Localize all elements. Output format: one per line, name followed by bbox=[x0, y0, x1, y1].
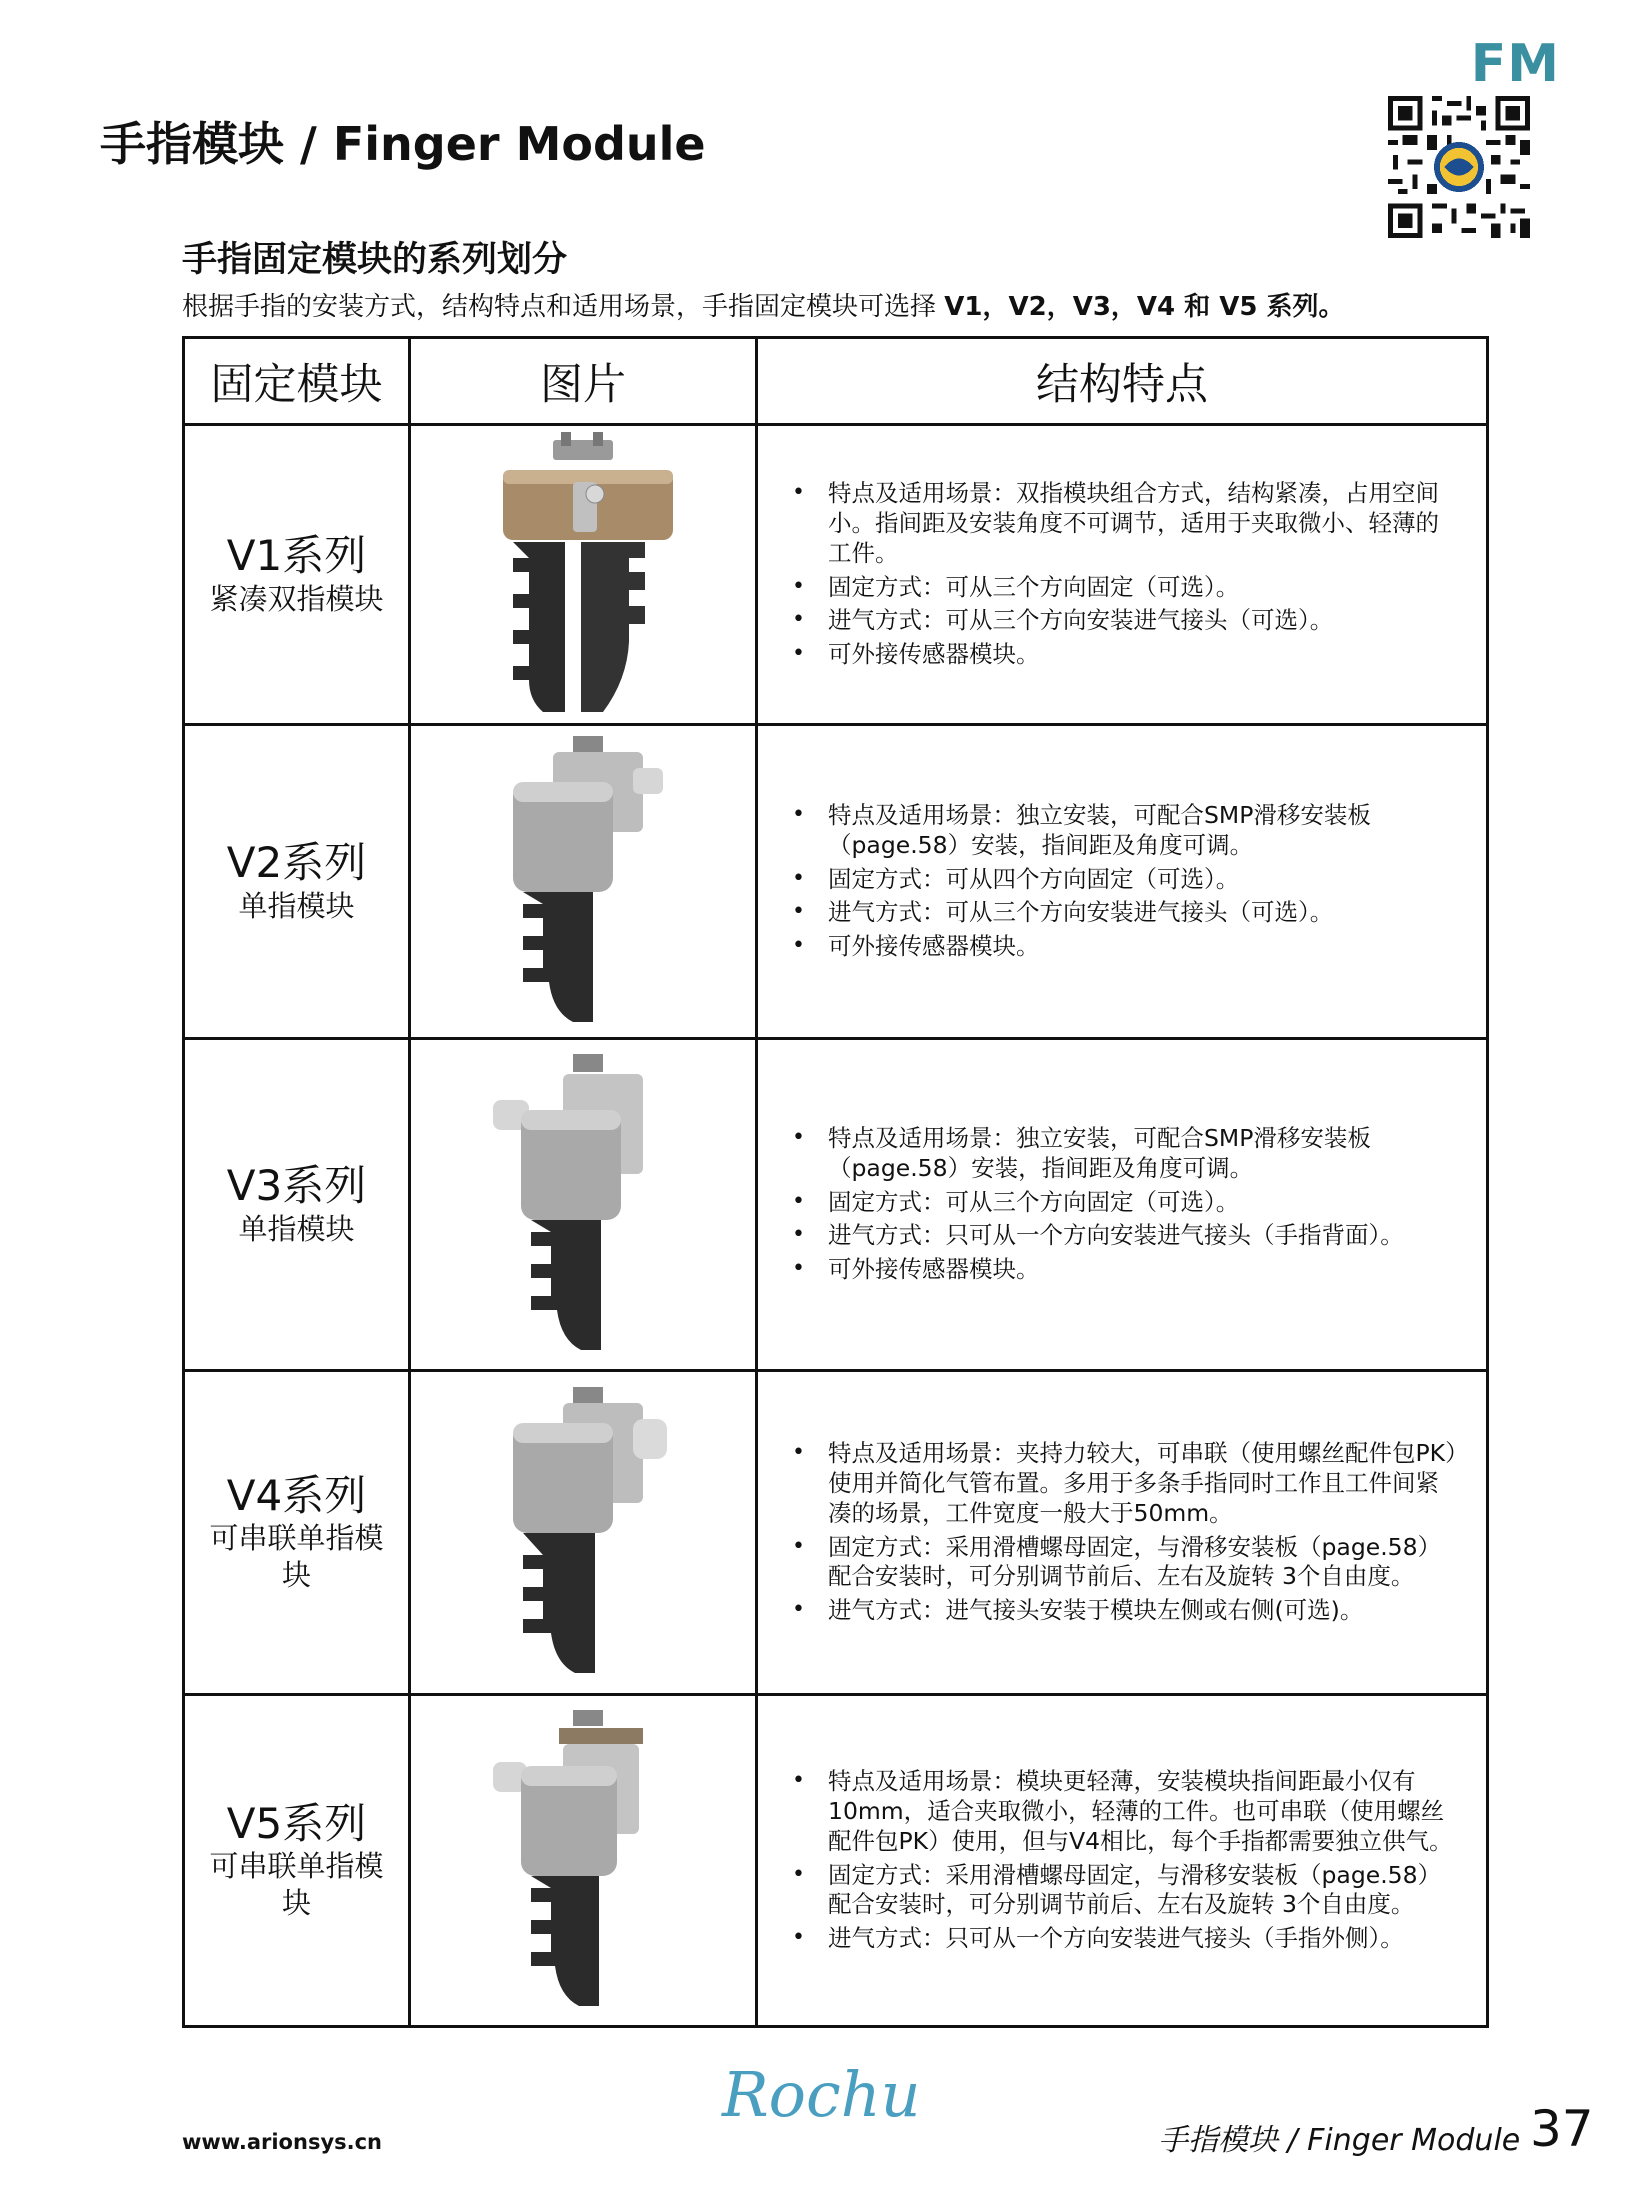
feature-item: • 特点及适用场景：模块更轻薄，安装模块指间距最小仅有10mm，适合夹取微小，轻薄的工件。也可串联（使用螺丝配件包PK）使用，但与V4相比，每个手指都需要独立供气。 bbox=[792, 1767, 1462, 1857]
feature-list bbox=[758, 1767, 1486, 1954]
section-description-text: 根据手指的安装方式，结构特点和适用场景，手指固定模块可选择 bbox=[182, 292, 945, 322]
series-subtitle: 可串联单指模块 bbox=[209, 1521, 384, 1592]
dual-finger-module-image bbox=[473, 430, 693, 720]
features-cell bbox=[757, 725, 1488, 1039]
image-cell bbox=[410, 1371, 757, 1695]
header-module: 固定模块 bbox=[184, 338, 410, 425]
features-cell bbox=[757, 1695, 1488, 2027]
rochu-logo: Rochu bbox=[722, 2058, 921, 2131]
thin-finger-module-image bbox=[473, 1706, 693, 2016]
series-subtitle: 单指模块 bbox=[238, 888, 355, 923]
feature-list bbox=[758, 1439, 1486, 1626]
image-cell bbox=[410, 725, 757, 1039]
feature-item: • 进气方式：只可从一个方向安装进气接头（手指外侧）。 bbox=[792, 1924, 1462, 1954]
feature-item: • 固定方式：可从四个方向固定（可选）。 bbox=[792, 865, 1462, 895]
table-row bbox=[184, 1039, 1488, 1371]
series-cell bbox=[184, 1371, 410, 1695]
feature-item: • 固定方式：可从三个方向固定（可选）。 bbox=[792, 1188, 1462, 1218]
series-cell bbox=[184, 1695, 410, 2027]
feature-list bbox=[758, 801, 1486, 962]
feature-item: • 特点及适用场景：夹持力较大，可串联（使用螺丝配件包PK）使用并简化气管布置。多用于多条手指同时工作且工件间紧凑的场景，工件宽度一般大于50mm。 bbox=[792, 1439, 1462, 1529]
table-row bbox=[184, 425, 1488, 725]
series-subtitle: 紧凑双指模块 bbox=[209, 581, 384, 616]
feature-item: • 进气方式：可从三个方向安装进气接头（可选）。 bbox=[792, 606, 1462, 636]
feature-item: • 固定方式：采用滑槽螺母固定，与滑移安装板（page.58）配合安装时，可分别调节前后、左右及旋转 3个自由度。 bbox=[792, 1861, 1462, 1921]
section-description-series: V1，V2，V3，V4 和 V5 系列。 bbox=[944, 292, 1345, 322]
single-finger-module-image bbox=[473, 1050, 693, 1360]
features-cell bbox=[757, 1039, 1488, 1371]
table-header-row bbox=[184, 338, 1488, 425]
series-name: V4系列 bbox=[226, 1471, 367, 1521]
image-cell bbox=[410, 1695, 757, 2027]
feature-item: • 特点及适用场景：独立安装，可配合SMP滑移安装板（page.58）安装，指间距及角度可调。 bbox=[792, 1124, 1462, 1184]
page-title: 手指模块 / Finger Module bbox=[100, 117, 706, 171]
table-row bbox=[184, 1371, 1488, 1695]
footer-title: 手指模块 / Finger Module bbox=[1158, 2123, 1521, 2158]
header-image: 图片 bbox=[410, 338, 757, 425]
footer-url: www.arionsys.cn bbox=[182, 2130, 383, 2154]
feature-item: • 固定方式：可从三个方向固定（可选）。 bbox=[792, 573, 1462, 603]
series-name: V1系列 bbox=[226, 531, 367, 581]
series-subtitle: 单指模块 bbox=[238, 1211, 355, 1246]
feature-item: • 特点及适用场景：独立安装，可配合SMP滑移安装板（page.58）安装，指间距及角度可调。 bbox=[792, 801, 1462, 861]
image-cell bbox=[410, 425, 757, 725]
feature-item: • 可外接传感器模块。 bbox=[792, 932, 1462, 962]
table-row bbox=[184, 725, 1488, 1039]
feature-item: • 特点及适用场景：双指模块组合方式，结构紧凑，占用空间小。指间距及安装角度不可调节，适用于夹取微小、轻薄的工件。 bbox=[792, 479, 1462, 569]
series-cell bbox=[184, 725, 410, 1039]
series-name: V2系列 bbox=[226, 838, 367, 888]
features-cell bbox=[757, 425, 1488, 725]
header-features: 结构特点 bbox=[757, 338, 1488, 425]
series-cell bbox=[184, 425, 410, 725]
features-cell bbox=[757, 1371, 1488, 1695]
single-finger-module-image bbox=[473, 732, 693, 1032]
section-description bbox=[182, 286, 1345, 323]
feature-item: • 可外接传感器模块。 bbox=[792, 640, 1462, 670]
feature-list bbox=[758, 479, 1486, 670]
section-title: 手指固定模块的系列划分 bbox=[182, 240, 568, 280]
series-finger-module-image bbox=[473, 1383, 693, 1683]
feature-item: • 固定方式：采用滑槽螺母固定，与滑移安装板（page.58）配合安装时，可分别调节前后、左右及旋转 3个自由度。 bbox=[792, 1533, 1462, 1593]
section-tag: FM bbox=[1470, 34, 1560, 94]
qr-code-icon bbox=[1388, 96, 1530, 238]
feature-item: • 进气方式：只可从一个方向安装进气接头（手指背面）。 bbox=[792, 1221, 1462, 1251]
image-cell bbox=[410, 1039, 757, 1371]
feature-item: • 进气方式：可从三个方向安装进气接头（可选）。 bbox=[792, 898, 1462, 928]
feature-item: • 可外接传感器模块。 bbox=[792, 1255, 1462, 1285]
feature-list bbox=[758, 1124, 1486, 1285]
series-cell bbox=[184, 1039, 410, 1371]
series-name: V3系列 bbox=[226, 1161, 367, 1211]
table-row bbox=[184, 1695, 1488, 2027]
series-name: V5系列 bbox=[226, 1799, 367, 1849]
page-number: 37 bbox=[1530, 2100, 1594, 2158]
series-table bbox=[182, 336, 1489, 2028]
feature-item: • 进气方式：进气接头安装于模块左侧或右侧(可选)。 bbox=[792, 1596, 1462, 1626]
series-subtitle: 可串联单指模块 bbox=[209, 1849, 384, 1920]
